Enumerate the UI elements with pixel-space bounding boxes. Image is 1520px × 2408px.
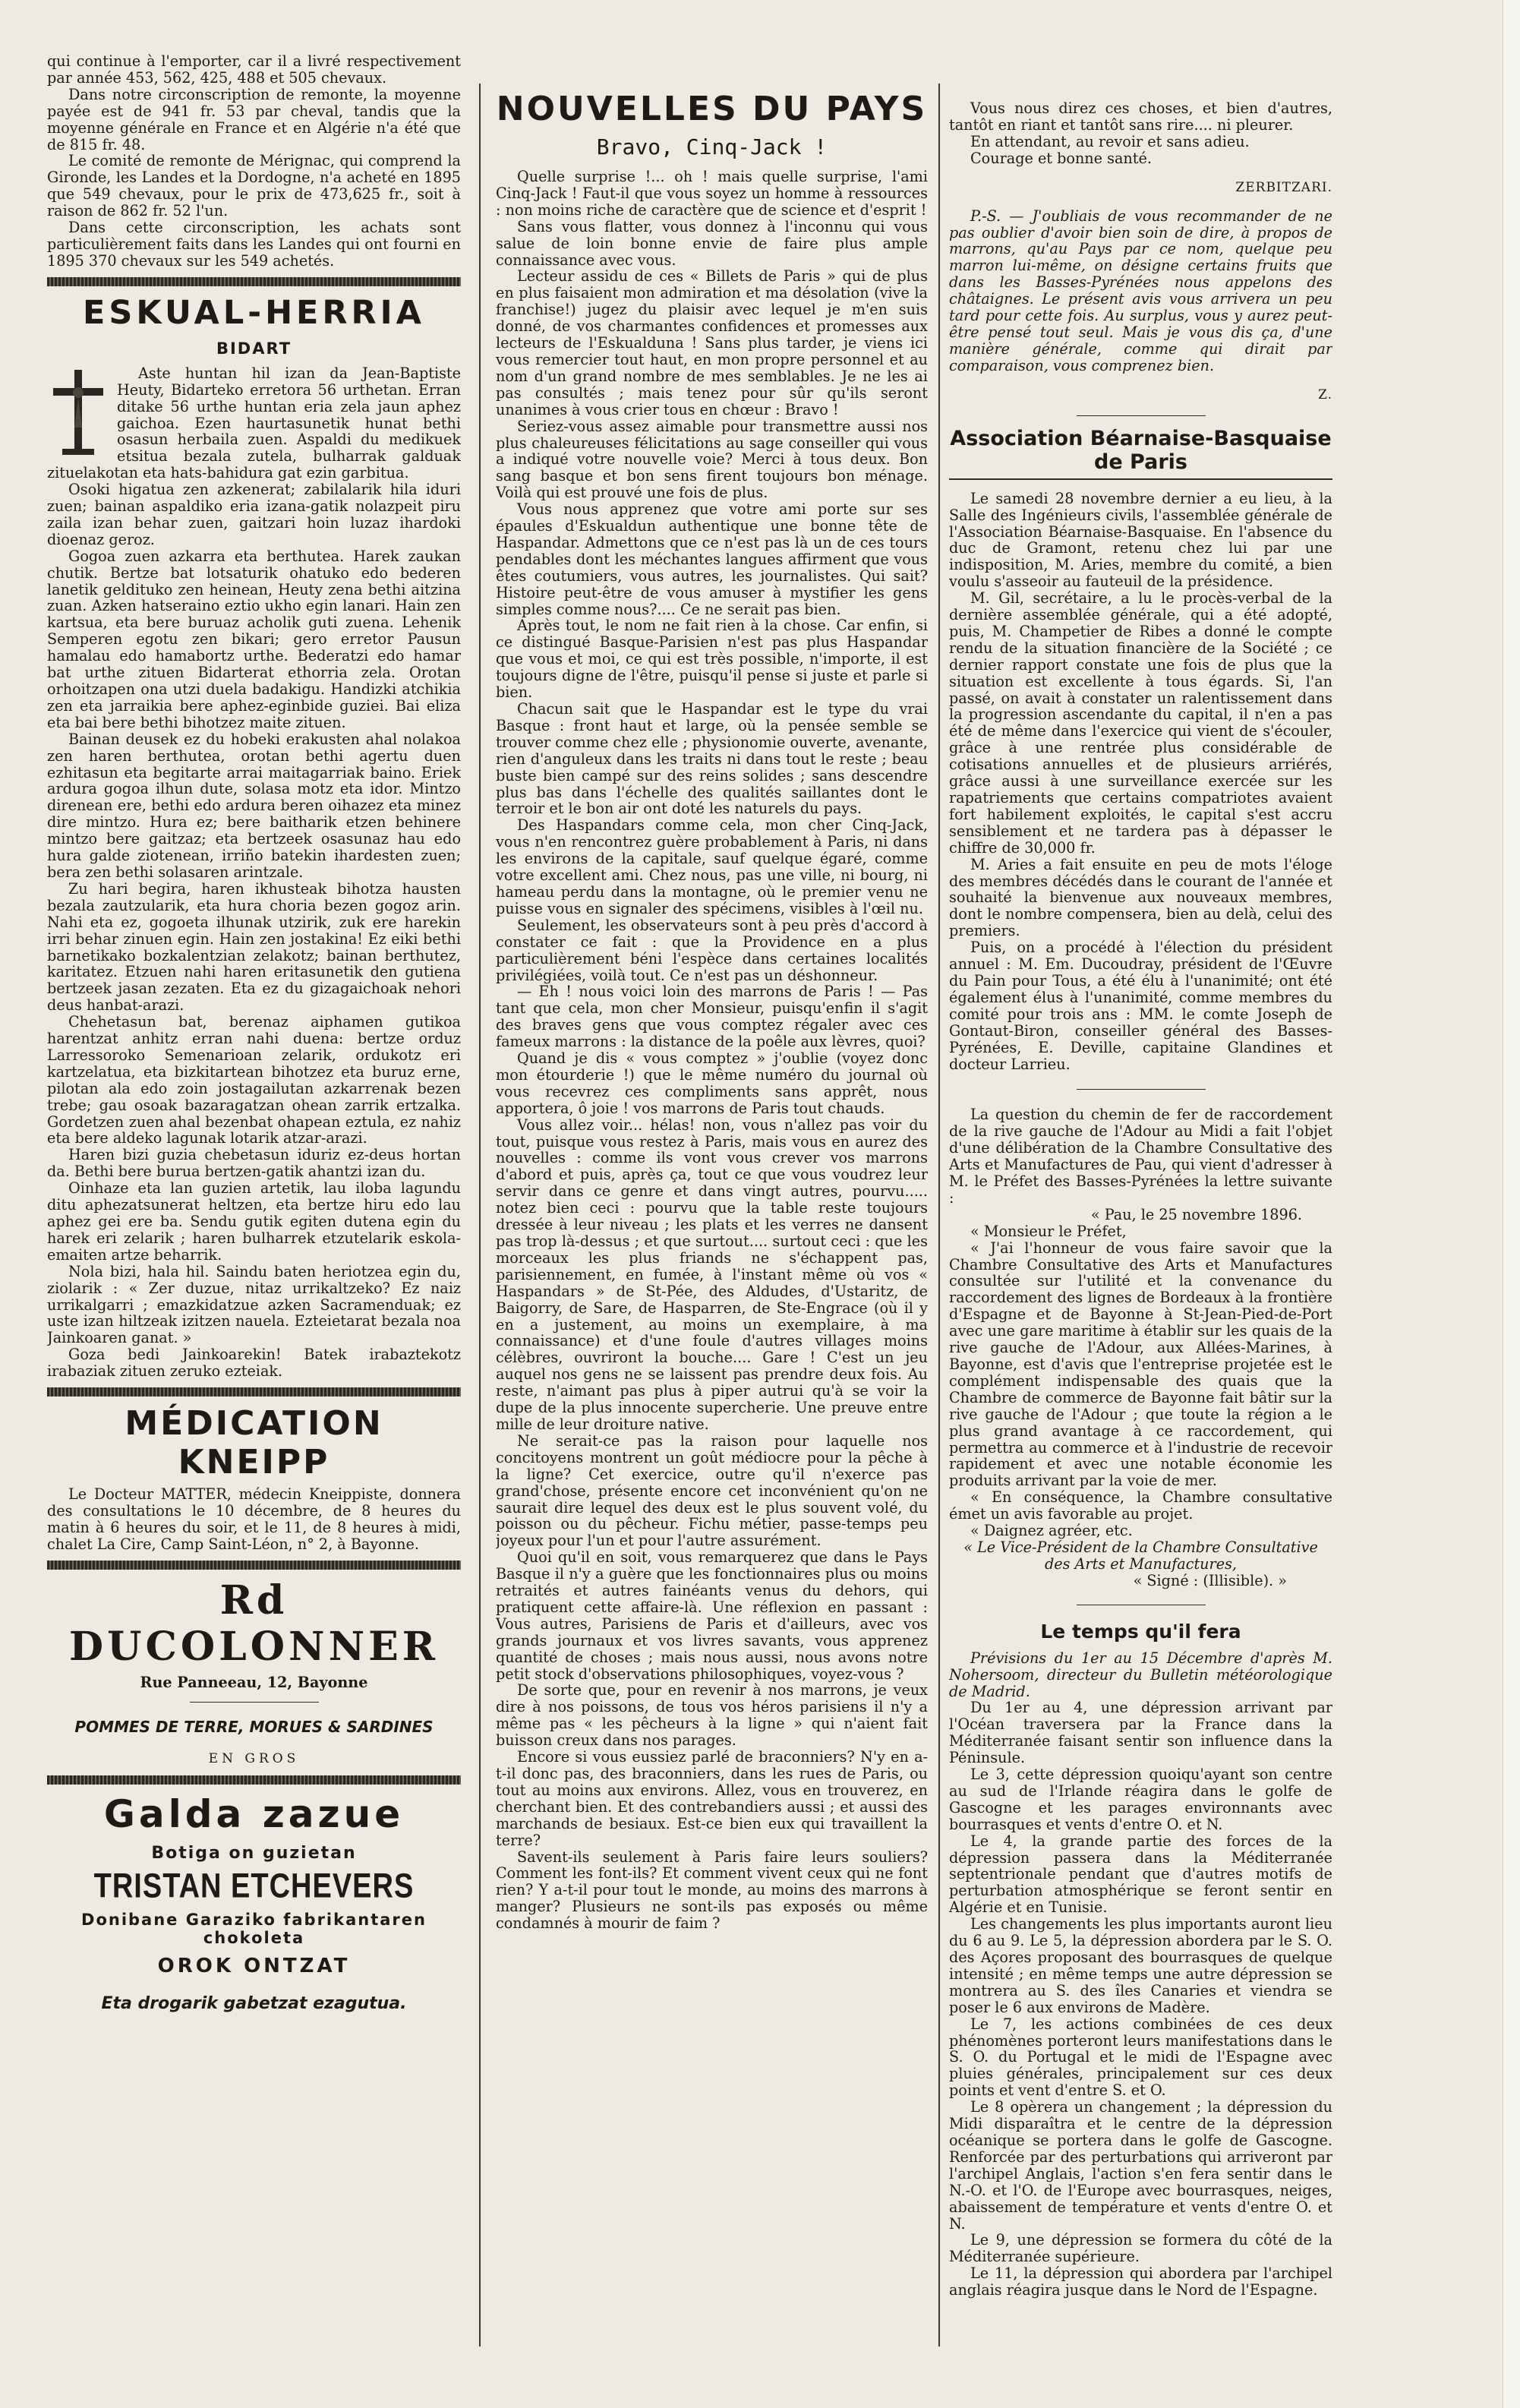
ornamental-rule xyxy=(47,277,461,286)
ducolonner-products: POMMES DE TERRE, MORUES & SARDINES xyxy=(74,1717,434,1736)
letter-paragraph: « J'ai l'honneur de vous faire savoir que la Chambre Consultative des Arts et Manufactures consultée sur l'utilité et la convenance du raccordement des lignes de Bordeaux à la frontière d'Espagne et de Bayonne à St-Jean-Pied-de-Port avec une gare maritime à établir sur les quais de la rive gauche de l'Adour, aux Allées-Marines, à Bayonne, est d'avis que l'entreprise projetée est le complément indispensable des quais que la Chambre de commerce de Bayonne fait bâtir sur la rive gauche de l'Adour ; que toute la région a le plus grand avantage à ce raccordement, qui permettra au commerce et à l'industrie de recevoir rapidement et avec une notable économie les produits arrivant par la voie de mer. xyxy=(949,1239,1332,1490)
divider xyxy=(1077,1089,1206,1090)
assoc-paragraph: Puis, on a procédé à l'élection du président annuel : M. Em. Ducoudray, président de l'Œuvre du Pain pour Tous, a été élu à l'unanimité; ont été également élus à l'unanimité, comme membres du comité pour trois ans : MM. le comte Joseph de Gontaut-Biron, conseiller général des Basses-Pyrénées, E. Deville, capitaine Glandines et docteur Larrieu. xyxy=(949,939,1332,1073)
eskual-paragraph: Osoki higatua zen azkenerat; zabilalarik hila iduri zuen; bainan aspaldiko eria izana-gatik nolazpeit piru zaila izan behar zuen, gaitzari hoin luzaz ihardoki dioenaz geroz. xyxy=(47,481,461,548)
nouvelles-paragraph: Sans vous flatter, vous donnez à l'inconnu qui vous salue de loin bonne envie de faire plus ample connaissance avec vous. xyxy=(496,217,928,269)
assoc-paragraph: M. Aries a fait ensuite en peu de mots l'éloge des membres décédés dans le courant de l'année et souhaité la bienvenue aux nouveaux membres, dont le nombre compensera, bien au delà, celui des premiers. xyxy=(949,855,1332,940)
assoc-paragraph: M. Gil, secrétaire, a lu le procès-verbal de la dernière assemblée générale, qui a été adopté, puis, M. Champetier de Ribes a donné le compte rendu de la situation financière de la Société ; ce dernier rapport constate une fois de plus que la situation est excellente à tous égards. Si, l'an passé, on avait à constater un ralentissement dans la progression ascendante du capital, il n'en a pas été de même dans l'exercice qui vient de s'écouler, grâce à une rentrée plus considérable de cotisations annuelles et de plusieurs arriérés, grâce aussi à une surveillance exercée sur les rapatriements que certains compatriotes avaient fort habilement exploités, le capital s'est accru sensiblement et ne tardera pas à dépasser le chiffre de 30,000 fr. xyxy=(949,589,1332,857)
eskual-paragraph: Aste huntan hil izan da Jean-Baptiste Heuty, Bidarteko erretora 56 urthetan. Erran ditake 56 urthe huntan eria zela jaun aphez gaichoa. Ezen haurtasunetik hunat bethi osasun herbaila zuen. Aspaldi du medikuek etsitua bezala zutela, bulharrak galduak zituelakotan eta hats-bahidura gat ezin garbitua. xyxy=(47,364,461,482)
nouvelles-paragraph: Vous allez voir... hélas! non, vous n'allez pas voir du tout, puisque vous restez à Paris, mais vous en aurez des nouvelles : comme ils vont vous crever vos marrons d'abord et puis, après ça, tout ce que vous voudrez leur servir dans ce genre et dans vingt autres, pourvu..... notez bien ceci : pourvu que la table reste toujours dressée à leur niveau ; les plats et les verres ne dansent pas trop là-dessus ; et que surtout.... surtout ceci : que les morceaux les plus friands ne s'échappent pas, parisiennement, en fumée, à l'instant même où vos « Haspandars » de St-Pée, des Aldudes, d'Ustaritz, de Baigorry, de Sare, de Hasparren, de Ste-Engrace (où il y en a justement, au moins un exemplaire, à ma connaissance) et d'une foule d'autres villages moins célèbres, ouvriront la bouche.... Gare ! C'est un jeu auquel nos gens ne se laissent pas prendre deux fois. Au reste, n'aimant pas plus à piper autrui qu'à se voir la dupe de la plus innocente supercherie. Une preuve entre mille de leur droiture native. xyxy=(496,1116,928,1433)
tristan-name: TRISTAN ETCHEVERS xyxy=(93,1867,415,1905)
eskual-heading: ESKUAL-HERRIA xyxy=(83,293,425,332)
column-rule-2 xyxy=(938,84,940,2346)
closing-paragraph: Vous nous direz ces choses, et bien d'autres, tantôt en riant et tantôt sans rire.... ni pleurer. xyxy=(949,100,1332,134)
eskual-paragraph: Zu hari begira, haren ikhusteak bihotza hausten bezala zautzularik, eta hura choria bezen gogoz arin. Nahi eta ez, gogoeta ilhunak utzirik, zuk ere harekin irri behar zinuen egin. Hain zen jostakina! Ez eiki bethi barnetikako bozkalentzian zelakotz; bainan berthutez, karitatez. Etzuen nahi haren eritasunetik den gutiena bertzeek jasan zezaten. Eta ez du gizagaichoak nehori deus hanbat-arazi. xyxy=(47,879,461,1015)
galda-subheading: Botiga on guzietan xyxy=(151,1843,357,1863)
nouvelles-paragraph: Quand je dis « vous comptez » j'oublie (voyez donc mon étourderie !) que le même numéro du journal où vous recevrez ces compliments sans apprêt, nous apportera, ô joie ! vos marrons de Paris tout chauds. xyxy=(496,1049,928,1117)
nouvelles-paragraph: Des Haspandars comme cela, mon cher Cinq-Jack, vous n'en rencontrez guère probablement à Paris, ni dans les environs de la capitale, sauf quelque égaré, comme votre excellent ami. Chez nous, pas une ville, ni bourg, ni hameau perdu dans la montagne, où le premier venu ne puisse vous en signaler des spécimens, visibles à l'œil nu. xyxy=(496,816,928,917)
column-2 xyxy=(496,90,928,2299)
assoc-heading: Association Béarnaise-Basquaise de Paris xyxy=(950,426,1332,474)
nouvelles-paragraph: — Eh ! nous voici loin des marrons de Paris ! — Pas tant que cela, mon cher Monsieur, puisqu'enfin il s'agit des braves gens que vous comptez régaler avec ces fameux marrons : la distance de la poêle aux lèvres, quoi? xyxy=(496,983,928,1051)
eskual-paragraph: Oinhaze eta lan guzien artetik, lau iloba lagundu ditu aphezatsunerat heltzen, eta bertze hiru edo lau aphez gei ere ba. Sendu gutik egiten dutena egin du harek eri zelarik ; haren bulharrek etzutelarik eskola-emaiten artze beharrik. xyxy=(47,1179,461,1264)
ornamental-rule xyxy=(47,1775,461,1785)
closing-paragraph: En attendant, au revoir et sans adieu. xyxy=(970,132,1250,150)
nouvelles-paragraph: Seulement, les observateurs sont à peu près d'accord à constater ce fait : que la Providence en a plus particulièrement béni l'espèce dans certaines localités privilégiées, voilà tout. Ce n'est pas un déshonneur. xyxy=(496,916,928,984)
ornamental-rule xyxy=(47,1561,461,1570)
nouvelles-paragraph: Ne serait-ce pas la raison pour laquelle nos concitoyens montrent un goût médiocre pour la pêche à la ligne? Cet exercice, outre qu'il n'exerce pas grand'chose, présente encore cet inconvénient qu'on ne saurait dire lequel des deux est le plus souvent volé, du poisson ou du pêcheur. Fichu métier, passe-temps peu joyeux pour l'un et pour l'autre assurément. xyxy=(496,1431,928,1550)
ducolonner-name: Rd DUCOLONNER xyxy=(69,1576,439,1670)
temps-paragraph: Les changements les plus importants auront lieu du 6 au 9. Le 5, la dépression abordera par le S. O. des Açores proposant des bourrasques de quelque intensité ; en même temps une autre dépression se montrera au S. des îles Canaries et viendra se poser le 6 aux environs de Madère. xyxy=(949,1915,1332,2016)
intro-paragraph: Le comité de remonte de Mérignac, qui comprend la Gironde, les Landes et la Dordogne, n'a acheté en 1895 que 549 chevaux, pour le prix de 473,625 fr., soit à raison de 862 fr. 52 l'un. xyxy=(47,152,461,220)
kneipp-text: Le Docteur MATTER, médecin Kneippiste, donnera des consultations le 10 décembre, de 8 heures du matin à 6 heures du soir, et le 11, de 8 heures à midi, chalet La Cire, Camp Saint-Léon, n° 2, à Bayonne. xyxy=(47,1485,461,1553)
kneipp-heading: MÉDICATION KNEIPP xyxy=(125,1404,383,1482)
divider xyxy=(190,1702,319,1703)
temps-paragraph: Le 11, la dépression qui abordera par l'archipel anglais réagira jusque dans le Nord de l'Espagne. xyxy=(949,2264,1332,2299)
temps-paragraph: Le 3, cette dépression quoiqu'ayant son centre au sud de l'Irlande réagira dans le golfe de Gascogne et les parages environnants avec bourrasques et vents d'entre O. et N. xyxy=(949,1766,1332,1833)
assoc-paragraph: Le samedi 28 novembre dernier a eu lieu, à la Salle des Ingénieurs civils, l'assemblée générale de l'Association Béarnaise-Basquaise. En l'absence du duc de Gramont, retenu chez lui par une indisposition, M. Aries, membre du comité, a bien voulu s'asseoir au fauteuil de la présidence. xyxy=(949,489,1332,591)
eskual-paragraph: Nola bizi, hala hil. Saindu baten heriotzea egin du, ziolarik : « Zer duzue, nitaz urrikaltzeko? Ez naiz urrikalgarri ; emazkidatzue azken Sacramenduak; ez uste izan hiltzeak izitzen nauela. Ezteietarat bezala noa Jainkoaren ganat. » xyxy=(47,1262,461,1347)
intro-paragraph: Dans notre circonscription de remonte, la moyenne payée est de 941 fr. 53 par cheval, tandis que la moyenne générale en France et en Algérie n'a été que de 815 fr. 48. xyxy=(47,85,461,153)
intro-paragraph: qui continue à l'emporter, car il a livré respectivement par année 453, 562, 425, 488 et 505 chevaux. xyxy=(47,53,461,87)
page-edge xyxy=(1503,0,1520,2408)
nouvelles-heading: NOUVELLES DU PAYS xyxy=(496,90,928,128)
nouvelles-paragraph: Savent-ils seulement à Paris faire leurs souliers? Comment les font-ils? Et comment vivent ceux qui ne font rien? Y a-t-il pour tout le monde, au moins des marrons à manger? Plusieurs ne sont-ils pas exposés ou même condamnés à mourir de faim ? xyxy=(496,1848,928,1933)
eskual-paragraph: Haren bizi guzia chebetasun iduriz ez-deus hortan da. Bethi bere burua bertzen-gatik ahantzi izan du. xyxy=(47,1146,461,1181)
galda-line-3: Eta drogarik gabetzat ezagutua. xyxy=(101,1993,407,2013)
intro-paragraph: Dans cette circonscription, les achats sont particulièrement faits dans les Landes qui ont fourni en 1895 370 chevaux sur les 549 achetés. xyxy=(47,219,461,270)
postscript: P.-S. — J'oubliais de vous recommander de ne pas oublier d'avoir bien soin de dire, à propos de marrons, qu'au Pays par ce nom, quelque peu marron lui-même, on désigne certains fruits que dans les Basses-Pyrénées nous appelons des châtaignes. Le présent avis vous arrivera un peu tard pour cette fois. Au surplus, vous y aurez peut-être pensé tout seul. Mais je vous dis ça, d'une manière générale, comme qui dirait par comparaison, vous comprenez bien. xyxy=(949,207,1332,374)
galda-heading: Galda zazue xyxy=(103,1791,405,1836)
ducolonner-trade: EN GROS xyxy=(208,1750,300,1766)
temps-paragraph: Le 9, une dépression se formera du côté de la Méditerranée supérieure. xyxy=(949,2231,1332,2266)
ornamental-rule xyxy=(47,1387,461,1397)
galda-line-2: OROK ONTZAT xyxy=(157,1954,351,1977)
temps-paragraph: Le 7, les actions combinées de ces deux phénomènes porteront leurs manifestations dans le S. O. du Portugal et le midi de l'Espagne avec pluies générales, principalement sur ces deux points et vent d'entre S. et O. xyxy=(949,2015,1332,2100)
chemin-paragraph: La question du chemin de fer de raccordement de la rive gauche de l'Adour au Midi a fait l'objet d'une délibération de la Chambre Consultative des Arts et Manufactures de Pau, qui vient d'adresser à M. le Préfet des Basses-Pyrénées la lettre suivante : xyxy=(949,1106,1332,1207)
galda-line-1: Donibane Garaziko fabrikantaren chokoleta xyxy=(81,1910,427,1947)
letter-paragraph: « Daignez agréer, etc. xyxy=(970,1522,1133,1540)
temps-heading: Le temps qu'il fera xyxy=(1040,1620,1241,1643)
column-rule-1 xyxy=(479,84,481,2346)
temps-intro: Prévisions du 1er au 15 Décembre d'après M. Nohersoom, directeur du Bulletin météorologique de Madrid. xyxy=(949,1649,1332,1700)
eskual-paragraph: Goza bedi Jainkoarekin! Batek irabaztekotz irabaziak zituen zeruko ezteiak. xyxy=(47,1346,461,1381)
nouvelles-paragraph: Vous nous apprenez que votre ami porte sur ses épaules d'Eskualdun authentique une bonne tête de Haspandar. Admettons que ce n'est pas là un de ces tours pendables dont les méchantes langues affirment que vous êtes coutumiers, vous autres, les journalistes. Qui sait? Histoire peut-être de vous amuser à mystifier les gens simples comme nous?.... Ce ne serait pas bien. xyxy=(496,500,928,618)
nouvelles-paragraph: Chacun sait que le Haspandar est le type du vrai Basque : front haut et large, où la pensée semble se trouver comme chez elle ; physionomie ouverte, avenante, rien d'anguleux dans les traits ni dans tout le reste ; beau buste bien campé sur des reins solides ; sans descendre plus bas dans l'échelle des qualités saillantes dont le terroir et le bon air ont doté les naturels du pays. xyxy=(496,700,928,818)
closing-paragraph: Courage et bonne santé. xyxy=(970,149,1152,167)
temps-paragraph: Le 8 opèrera un changement ; la dépression du Midi disparaîtra et le centre de la dépression océanique se portera dans le golfe de Gascogne. Renforcée par des perturbations qui arriveront par l'archipel Anglais, l'action s'en fera sentir dans le N.-O. et l'O. de l'Europe avec bourrasques, neiges, abaissement de température et vents d'entre O. et N. xyxy=(949,2098,1332,2233)
nouvelles-paragraph: Quoi qu'il en soit, vous remarquerez que dans le Pays Basque il n'y a guère que les fonctionnaires plus ou moins retraités et autres fainéants venus du dehors, qui pratiquent cette affaire-là. Une réflexion en passant : Vous autres, Parisiens de Paris et d'ailleurs, avec vos grands journaux et vos livres savants, vous apprenez quantité de choses ; mais nous aussi, nous avons notre petit stock d'observations philosophiques, voyez-vous ? xyxy=(496,1548,928,1683)
eskual-paragraph: Bainan deusek ez du hobeki erakusten ahal nolakoa zen haren berthutea, orotan bethi agertu duen ezhitasun eta begitarte arrai maitagarriak baino. Eriek ardura gogoa ilhun dute, solasa motz eta idor. Mintzo direnean ere, bethi edo ardura beren oihazez eta minez dire mintzo. Hura ez; bere baitharik etzen behinere mintzo bere gaitzaz; eta bertzeek osasunaz hau edo hura galde ziotenean, irriño batekin ihardesten zuen; bera zen bethi solasaren arintzale. xyxy=(47,730,461,881)
signature: ZERBITZARI. xyxy=(1235,179,1332,195)
nouvelles-paragraph: Encore si vous eussiez parlé de braconniers? N'y en a-t-il donc pas, des braconniers, dans les rues de Paris, ou tout au moins aux environs. Allez, vous en trouverez, en cherchant bien. Et des contrebandiers aussi ; et aussi des marchands de besiaux. Est-ce bien eux qui travaillent la terre? xyxy=(496,1748,928,1849)
eskual-paragraph: Gogoa zuen azkarra eta berthutea. Harek zaukan chutik. Bertze bat lotsaturik ohatuko edo bederen lanetik geldituko zen heinean, Heuty zena bethi aitzina zuan. Azken hatseraino eztio ukho egin lanari. Hain zen kartsua, eta bere buruaz acholik guti zuena. Lehenik Semperen egotu zen bikari; gero erretor Pausun hamalau edo hamabortz urthe. Bederatzi edo hamar bat urthe zituen Bidarterat ethorria zela. Orotan orhoitzapen ona utzi duela badakigu. Handizki atchikia zen eta jarraikia bere aphez-eginbide guziei. Bai eliza eta bai bere bethi bihotzez maite zituen. xyxy=(47,547,461,731)
temps-paragraph: Du 1er au 4, une dépression arrivant par l'Océan traversera par la France dans la Méditerranée faisant sentir son influence dans la Péninsule. xyxy=(949,1699,1332,1767)
letter-date: « Pau, le 25 novembre 1896. xyxy=(1090,1205,1302,1223)
letter-salutation: « Monsieur le Préfet, xyxy=(970,1222,1127,1240)
signature: Z. xyxy=(1318,387,1332,402)
nouvelles-paragraph: Quelle surprise !... oh ! mais quelle surprise, l'ami Cinq-Jack ! Faut-il que vous soyez un homme à ressources : non moins riche de caractère que de science et d'esprit ! xyxy=(496,168,928,219)
eskual-paragraph: Chehetasun bat, berenaz aiphamen gutikoa harentzat anhitz erran nahi duena: bertze orduz Larressoroko Semenarioan zelarik, ordukotz eri kartzelatua, eta bizkitartean bihotzez eta buruz erne, pilotan ala edo zoin jostagailutan azkarrenak bezen trebe; gau osoak bazaragatzan ohean zarrik ertzalka. Gordetzen zuen ahal bezenbat ohapean eztula, ez nahiz eta bere aldeko lagunak lotarik atzar-arazi. xyxy=(47,1013,461,1147)
heading-underline xyxy=(949,478,1332,480)
column-1 xyxy=(47,53,461,2293)
nouvelles-paragraph: Lecteur assidu de ces « Billets de Paris » qui de plus en plus faisaient mon admiration et ma désolation (vive la franchise!) jugez du plaisir avec lequel je m'en suis donné, de vos charmantes confidences et promesses aux lecteurs de l'Eskualduna ! Sans plus tarder, je viens ici vous remercier tout haut, en mon propre personnel et au nom d'un grand nombre de mes semblables. Je ne les ai pas consultés ; mais tenez pour sûr qu'ils seront unanimes à vous crier tous en chœur : Bravo ! xyxy=(496,267,928,418)
temps-paragraph: Le 4, la grande partie des forces de la dépression passera dans la Méditerranée septentrionale pendant que d'autres motifs de perturbation atmosphérique se feront sentir en Algérie et en Tunisie. xyxy=(949,1832,1332,1917)
column-3 xyxy=(949,100,1332,2302)
divider xyxy=(1077,415,1206,416)
eskual-place: BIDART xyxy=(216,339,292,358)
nouvelles-paragraph: Seriez-vous assez aimable pour transmettre aussi nos plus chaleureuses félicitations au sage conseiller qui vous a indiqué votre nouvelle voie? Merci à tous deux. Bon sang basque et bon sens firent toujours bon ménage. Voilà qui est prouvé une fois de plus. xyxy=(496,417,928,502)
nouvelles-paragraph: Après tout, le nom ne fait rien à la chose. Car enfin, si ce distingué Basque-Parisien n'est pas plus Haspandar que vous et moi, ce qui est très possible, n'importe, il est toujours digne de l'être, puisqu'il pense si juste et parle si bien. xyxy=(496,617,928,702)
letter-signature: « Signé : (Illisible). » xyxy=(1133,1571,1287,1589)
letter-signer: « Le Vice-Président de la Chambre Consultative des Arts et Manufactures, xyxy=(963,1538,1318,1573)
crucifix-icon xyxy=(47,367,109,456)
letter-paragraph: « En conséquence, la Chambre consultative émet un avis favorable au projet. xyxy=(949,1488,1332,1523)
nouvelles-subheading: Bravo, Cinq-Jack ! xyxy=(596,134,828,159)
nouvelles-paragraph: De sorte que, pour en revenir à nos marrons, je veux dire à nos poissons, de tous vos héros parisiens il n'y a même pas « les pêcheurs à la ligne » qui n'aient fait buisson creux dans nos parages. xyxy=(496,1681,928,1750)
ducolonner-address: Rue Panneeau, 12, Bayonne xyxy=(140,1673,368,1691)
